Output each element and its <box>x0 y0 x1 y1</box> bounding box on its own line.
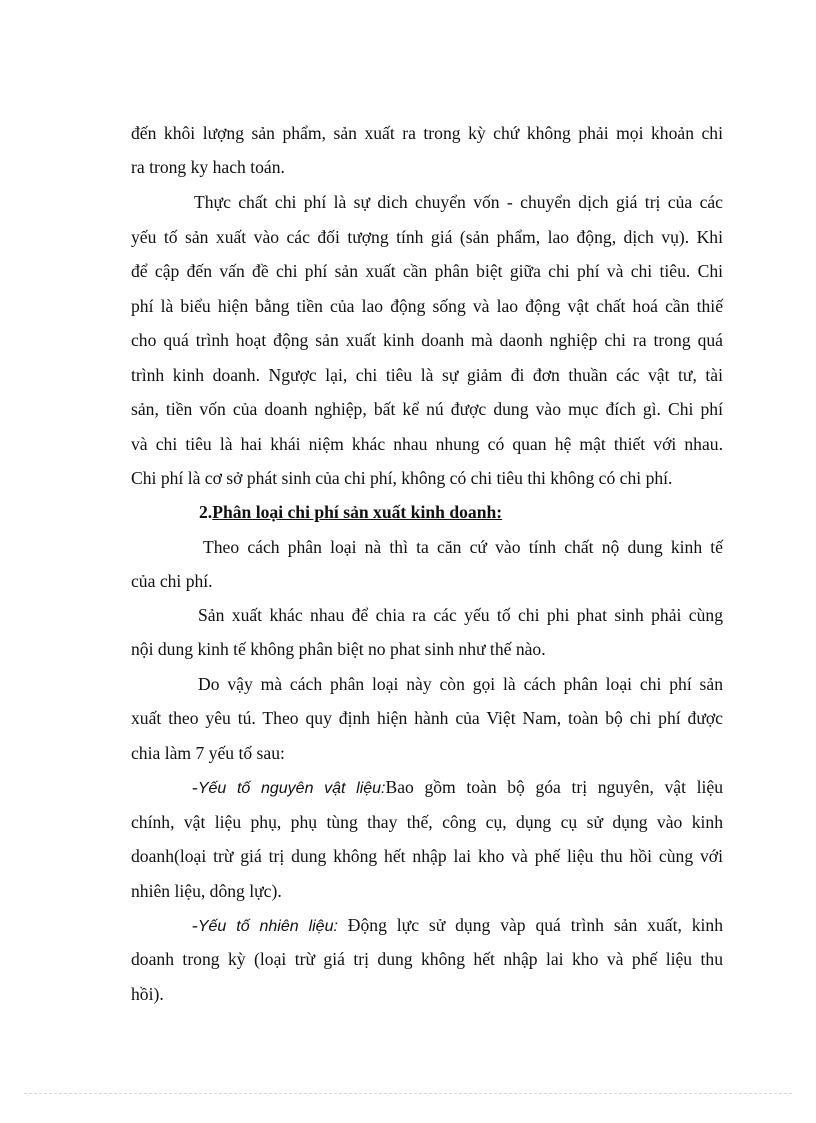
paragraph-line: nội dung kinh tế không phân biệt no phat sinh như thế nào. <box>131 639 546 659</box>
factor-dash: - <box>192 915 198 935</box>
paragraph-line: Theo cách phân loại nà thì ta căn cứ vào tính chất nộ dung kinh tế <box>203 537 723 557</box>
factor-dash: - <box>192 777 198 797</box>
factor-term: Yếu tố nguyên vật liệu: <box>197 780 386 797</box>
paragraph-line: và chi tiêu là hai khái niệm khác nhau nhung có quan hệ mật thiết với nhau. <box>131 434 723 454</box>
paragraph-line: để cập đến vấn đề chi phí sản xuất cần phân biệt giữa chi phí và chi tiêu. Chi <box>131 261 723 281</box>
factor-text: Bao gồm toàn bộ góa trị nguyên, vật liệu <box>385 777 723 797</box>
heading-title: Phân loại chi phí sản xuất kinh doanh: <box>212 502 503 522</box>
paragraph-line: doanh(loại trừ giá trị dung không hết nhập lai kho và phế liệu thu hồi cùng với <box>131 846 723 866</box>
paragraph-line: Thực chất chi phí là sự dich chuyển vốn - chuyển dịch giá trị của các <box>194 192 723 212</box>
paragraph-line: sản, tiền vốn của doanh nghiệp, bất kể nú được dung vào mục đích gì. Chi phí <box>131 399 723 419</box>
paragraph-line: phí là biểu hiện bằng tiền của lao động sống và lao động vật chất hoá cần thiế <box>131 296 723 316</box>
factor-item-fuel <box>192 913 723 939</box>
paragraph-line: chính, vật liệu phụ, phụ tùng thay thế, công cụ, dụng cụ sử dụng vào kinh <box>131 812 723 832</box>
paragraph-line: đến khôi lượng sản phẩm, sản xuất ra trong kỳ chứ không phải mọi khoản chi <box>131 123 723 143</box>
paragraph-line: chia làm 7 yếu tố sau: <box>131 743 285 763</box>
factor-item-materials <box>192 775 723 801</box>
page-bottom-divider <box>24 1093 792 1094</box>
paragraph-line: trình kinh doanh. Ngược lại, chi tiêu là sự giảm đi đơn thuần các vật tư, tài <box>131 365 723 385</box>
section-heading <box>199 500 719 524</box>
paragraph-line: doanh trong kỳ (loại trừ giá trị dung không hết nhập lai kho và phế liệu thu <box>131 949 723 969</box>
paragraph-line: yếu tố sản xuất vào các đối tượng tính giá (sản phẩm, lao động, dịch vụ). Khi <box>131 227 723 247</box>
paragraph-line: hồi). <box>131 984 164 1004</box>
factor-text: Động lực sử dụng vàp quá trình sản xuất, kinh <box>337 915 723 935</box>
paragraph-line: cho quá trình hoạt động sản xuất kinh doanh mà daonh nghiệp chi ra trong quá <box>131 330 723 350</box>
paragraph-line: Chi phí là cơ sở phát sinh của chi phí, không có chi tiêu thi không có chi phí. <box>131 468 673 488</box>
paragraph-line: Do vậy mà cách phân loại này còn gọi là cách phân loại chi phí sản <box>198 674 723 694</box>
paragraph-line: Sản xuất khác nhau để chia ra các yếu tố chi phi phat sinh phải cùng <box>198 605 723 625</box>
factor-term: Yếu tố nhiên liệu: <box>197 918 338 935</box>
paragraph-line: nhiên liệu, dông lực). <box>131 881 282 901</box>
paragraph-line: của chi phí. <box>131 571 213 591</box>
paragraph-line: xuất theo yêu tú. Theo quy định hiện hành của Việt Nam, toàn bộ chi phí được <box>131 708 723 728</box>
paragraph-line: ra trong ky hach toán. <box>131 157 285 177</box>
heading-number: 2. <box>199 502 213 522</box>
